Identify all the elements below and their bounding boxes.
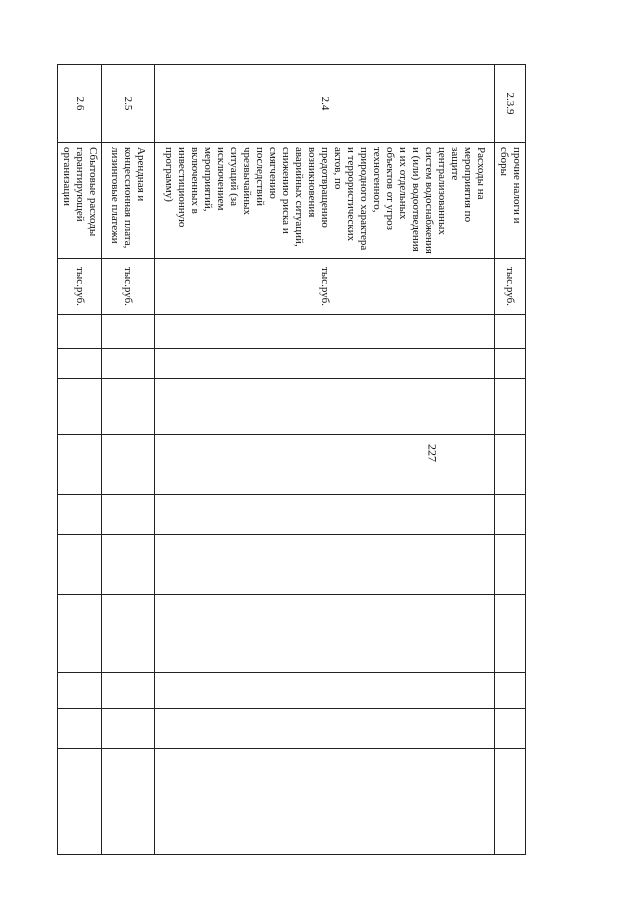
table-cell: [495, 315, 526, 349]
table-cell: [58, 749, 102, 855]
table-cell: [102, 379, 155, 435]
rotated-table: [61, 64, 526, 854]
table-row: [495, 65, 526, 855]
row-number: 2.4: [155, 65, 495, 143]
table-cell: [58, 535, 102, 595]
table-cell: [58, 709, 102, 749]
row-name: Сбытовые расходы гарантирующей организации: [58, 143, 102, 259]
row-name: прочие налоги и сборы: [495, 143, 526, 259]
page-number: 227: [425, 444, 440, 462]
table-cell: [102, 315, 155, 349]
row-name: Арендная и концессионная плата, лизинговые платежи: [102, 143, 155, 259]
table-cell: [495, 535, 526, 595]
table-row: [102, 65, 155, 855]
table-cell: [58, 379, 102, 435]
table-cell: [155, 435, 495, 495]
table-cell: [155, 315, 495, 349]
table-cell: [495, 379, 526, 435]
table-cell: [102, 349, 155, 379]
table-cell: [495, 495, 526, 535]
table-cell: [58, 435, 102, 495]
table-cell: [155, 379, 495, 435]
row-unit: тыс.руб.: [495, 259, 526, 315]
table-cell: [102, 595, 155, 673]
table-cell: [495, 749, 526, 855]
row-unit: тыс.руб.: [102, 259, 155, 315]
table-cell: [58, 595, 102, 673]
table-cell: [102, 435, 155, 495]
row-number: 2.3.9: [495, 65, 526, 143]
table-cell: [58, 315, 102, 349]
table-cell: [155, 535, 495, 595]
table-cell: [495, 709, 526, 749]
table-cell: [495, 435, 526, 495]
row-unit: тыс.руб.: [58, 259, 102, 315]
table-cell: [102, 495, 155, 535]
table-cell: [58, 495, 102, 535]
table-cell: [102, 749, 155, 855]
table-cell: [495, 595, 526, 673]
table-cell: [102, 535, 155, 595]
table-cell: [495, 349, 526, 379]
table-cell: [155, 673, 495, 709]
table-row: [58, 65, 102, 855]
table-cell: [155, 749, 495, 855]
table-cell: [495, 673, 526, 709]
row-unit: тыс.руб.: [155, 259, 495, 315]
table-cell: [155, 709, 495, 749]
table-cell: [155, 595, 495, 673]
row-number: 2.5: [102, 65, 155, 143]
table-cell: [155, 349, 495, 379]
table-cell: [102, 709, 155, 749]
table-cell: [58, 349, 102, 379]
row-name: Расходы на мероприятия по защите централизованных систем водоснабжения и (или) водоотведения и их отдельных объектов от угроз техногенного, природного характера и террористических актов, по предотвращению возникновения аварийных ситуаций, снижению риска и смягчению последствий чрезвычайных ситуаций (за исключением мероприятий, включенных в инвестиционную программу): [155, 143, 495, 259]
data-table: [57, 64, 526, 855]
table-row: [155, 65, 495, 855]
table-cell: [58, 673, 102, 709]
table-cell: [155, 495, 495, 535]
table-cell: [102, 673, 155, 709]
row-number: 2.6: [58, 65, 102, 143]
